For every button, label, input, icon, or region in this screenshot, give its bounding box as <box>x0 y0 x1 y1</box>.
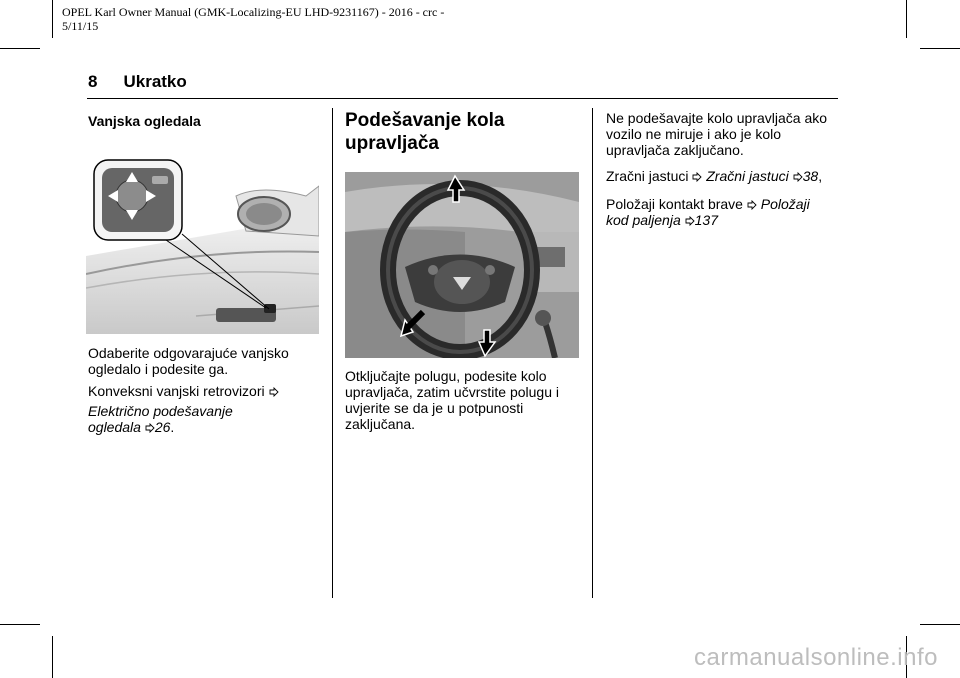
reference-label: Položaji kontakt brave <box>606 196 743 212</box>
crop-mark <box>920 48 960 49</box>
link-text[interactable]: Zračni jastuci <box>706 168 789 184</box>
punctuation: . <box>170 419 175 435</box>
airbag-reference[interactable] <box>606 168 822 184</box>
column-divider <box>332 108 333 598</box>
page-title: Ukratko <box>123 72 187 91</box>
link-text[interactable]: Električno podešavanje <box>88 403 233 419</box>
header-date: 5/11/15 <box>62 19 99 33</box>
text-line: upravljača, zatim učvrstite polugu i <box>345 384 559 400</box>
text-line: upravljača zaključano. <box>606 142 744 158</box>
text-line: ogledalo i podesite ga. <box>88 361 229 377</box>
text-line: Odaberite odgovarajuće vanjsko <box>88 345 289 361</box>
page-reference[interactable]: 26 <box>154 419 171 435</box>
punctuation: , <box>818 168 823 184</box>
page-reference[interactable]: 38 <box>802 168 819 184</box>
crop-mark <box>906 0 907 38</box>
convex-mirror-text <box>88 383 279 399</box>
steering-warning <box>606 110 827 158</box>
reference-arrow-icon <box>685 216 695 226</box>
heading-line: Podešavanje kola <box>345 110 505 131</box>
column-divider <box>592 108 593 598</box>
document-header <box>62 5 444 33</box>
crop-mark <box>52 636 53 678</box>
page-heading <box>88 72 187 92</box>
crop-mark <box>0 624 40 625</box>
steering-wheel-figure <box>345 172 579 358</box>
reference-arrow-icon <box>145 423 155 433</box>
link-text[interactable]: ogledala <box>88 419 141 435</box>
reference-arrow-icon <box>269 387 279 397</box>
heading-line: upravljača <box>345 133 439 154</box>
electric-mirror-link[interactable] <box>88 403 233 435</box>
reference-label: Zračni jastuci <box>606 168 689 184</box>
reference-arrow-icon <box>747 200 757 210</box>
reference-arrow-icon <box>692 172 702 182</box>
crop-mark <box>0 48 40 49</box>
link-text[interactable]: kod paljenja <box>606 212 681 228</box>
ignition-reference[interactable] <box>606 196 810 228</box>
watermark: carmanualsonline.info <box>694 644 938 671</box>
reference-arrow-icon <box>793 172 803 182</box>
link-text[interactable]: Položaji <box>760 196 810 212</box>
crop-mark <box>52 0 53 38</box>
section-heading-steering <box>345 109 575 155</box>
steering-instruction <box>345 368 559 432</box>
text-line: vozilo ne miruje i ako je kolo <box>606 126 782 142</box>
text-line: uvjerite se da je u potpunosti <box>345 400 524 416</box>
text-line: Konveksni vanjski retrovizori <box>88 383 265 399</box>
section-heading-mirrors: Vanjska ogledala <box>88 113 201 129</box>
text-line: Ne podešavajte kolo upravljača ako <box>606 110 828 126</box>
header-rule <box>87 98 838 99</box>
mirror-instruction <box>88 345 289 377</box>
mirror-figure <box>86 156 319 334</box>
header-line: OPEL Karl Owner Manual (GMK-Localizing-EU LHD-9231167) - 2016 - crc - <box>62 5 445 19</box>
text-line: zaključana. <box>345 416 416 432</box>
page-reference[interactable]: 137 <box>694 212 718 228</box>
text-line: Otključajte polugu, podesite kolo <box>345 368 547 384</box>
page-number: 8 <box>88 72 98 91</box>
crop-mark <box>920 624 960 625</box>
